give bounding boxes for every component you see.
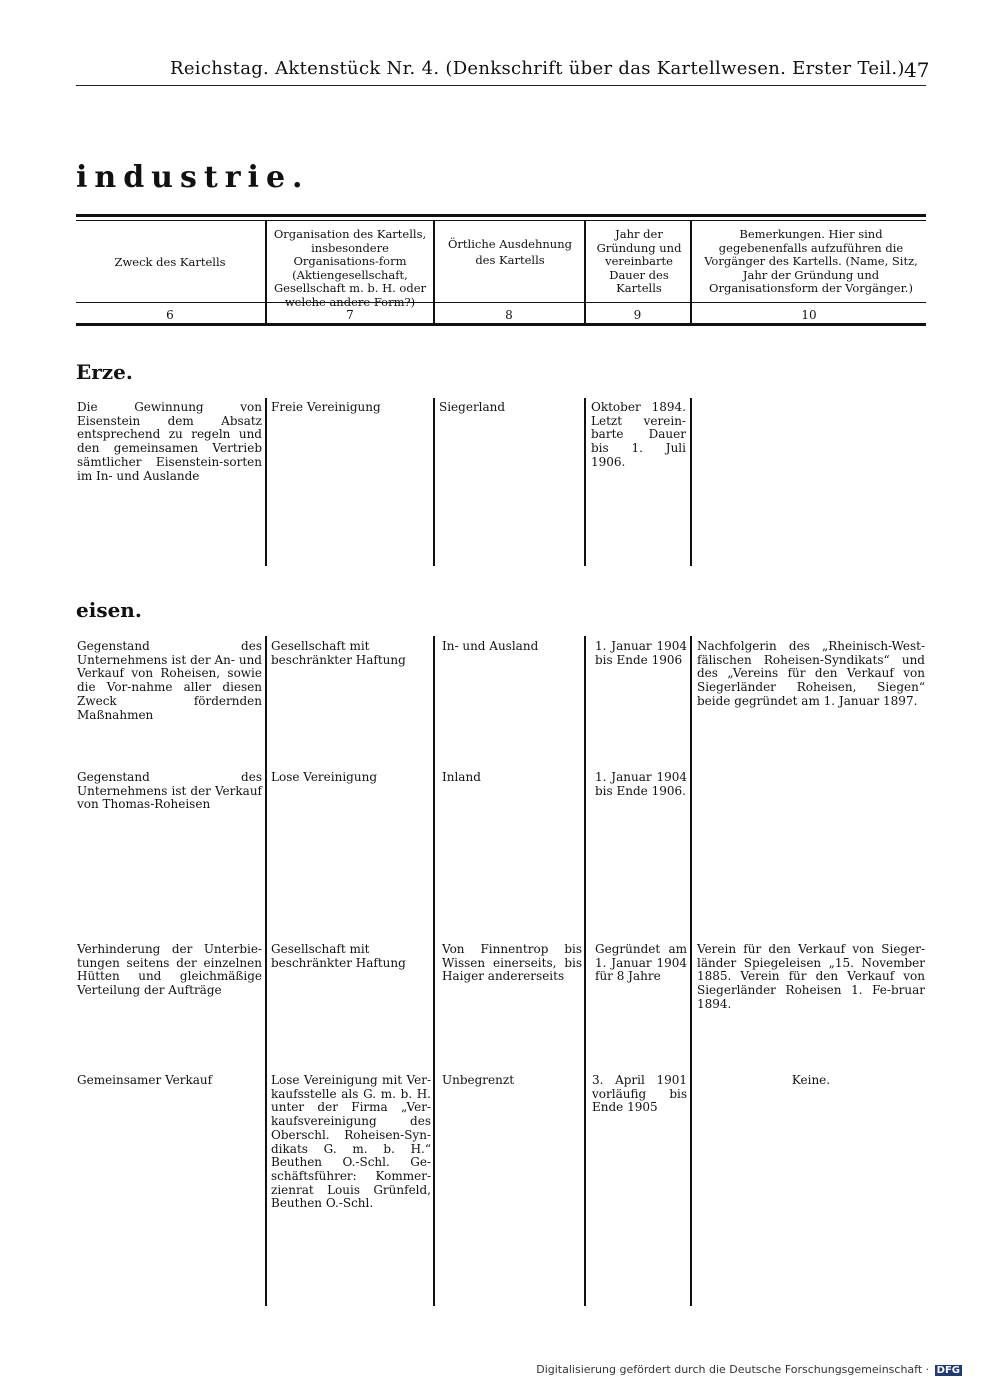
- col-sep-erze-2: [433, 398, 435, 566]
- colhead-ausdehnung: Örtliche Ausdehnung des Kartells: [448, 237, 572, 267]
- eisen-row4-organisation: Lose Vereinigung mit Ver-kaufsstelle als G. m. b. H. unter der Firma „Ver-kaufsvereinigung des Oberschl. Roheisen-Syn-dikats G. m. b. H.“ Beuthen O.-Schl. Ge-schäftsführer: Kommer-zienrat Louis Grünfeld, Beuthen O.-Schl.: [271, 1073, 431, 1211]
- col-sep-header-1: [265, 220, 267, 324]
- col-sep-erze-1: [265, 398, 267, 566]
- colnum-8: 8: [505, 308, 513, 322]
- eisen-row1-organisation: Gesellschaft mit beschränkter Haftung: [271, 639, 406, 667]
- colnum-6: 6: [166, 308, 174, 322]
- col-sep-erze-4: [690, 398, 692, 566]
- page-number: 47: [904, 58, 930, 82]
- table-top-rule-thin: [76, 220, 926, 221]
- col-sep-header-3: [584, 220, 586, 324]
- colhead-bemerkungen: Bemerkungen. Hier sind gegebenenfalls aufzuführen die Vorgänger des Kartells. (Name, Sitz, Jahr der Gründung und Organisationsform der Vorgänger.): [704, 227, 918, 295]
- colhead-jahr: Jahr der Gründung und vereinbarte Dauer des Kartells: [596, 227, 682, 295]
- colnum-7: 7: [346, 308, 354, 322]
- eisen-row2-zweck: Gegenstand des Unternehmens ist der Verkauf von Thomas-Roheisen: [77, 770, 262, 812]
- eisen-row1-zweck: Gegenstand des Unternehmens ist der An- und Verkauf von Roheisen, sowie die Vor-nahme aller diesen Zweck fördernden Maßnahmen: [77, 639, 262, 722]
- header-bottom-rule: [76, 323, 926, 326]
- col-sep-eisen-3: [584, 636, 586, 1306]
- col-sep-header-4: [690, 220, 692, 324]
- eisen-row2-organisation: Lose Vereinigung: [271, 770, 377, 784]
- header-rule: [76, 85, 926, 86]
- eisen-row4-ausdehnung: Unbegrenzt: [442, 1073, 515, 1087]
- eisen-row3-ausdehnung: Von Finnentrop bis Wissen einerseits, bis Haiger andererseits: [442, 942, 582, 984]
- table-top-rule: [76, 214, 926, 217]
- footer-credit-text: Digitalisierung gefördert durch die Deutsche Forschungsgemeinschaft ·: [536, 1363, 930, 1376]
- group-heading-erze: Erze.: [76, 360, 133, 384]
- erze-row1-zweck: Die Gewinnung von Eisenstein dem Absatz entsprechend zu regeln und den gemeinsamen Vertrieb sämtlicher Eisenstein-sorten im In- und Auslande: [77, 400, 262, 483]
- eisen-row1-bemerkungen: Nachfolgerin des „Rheinisch-West-fälischen Roheisen-Syndikats“ und des „Vereins für den Verkauf von Siegerländer Roheisen, Siegen“ beide gegründet am 1. Januar 1897.: [697, 639, 925, 708]
- section-title: industrie.: [76, 160, 310, 195]
- colnum-9: 9: [633, 308, 642, 322]
- header-number-rule: [76, 302, 926, 303]
- eisen-row1-jahr: 1. Januar 1904 bis Ende 1906: [595, 639, 687, 667]
- group-heading-eisen: eisen.: [76, 598, 142, 622]
- eisen-row3-zweck: Verhinderung der Unterbie-tungen seitens der einzelnen Hütten und gleichmäßige Verteilung der Aufträge: [77, 942, 262, 998]
- eisen-row4-bemerkungen: Keine.: [791, 1073, 831, 1087]
- eisen-row4-zweck: Gemeinsamer Verkauf: [77, 1073, 213, 1087]
- erze-row1-ausdehnung: Siegerland: [439, 400, 506, 414]
- footer-credit: [536, 1363, 962, 1376]
- col-sep-eisen-1: [265, 636, 267, 1306]
- eisen-row1-ausdehnung: In- und Ausland: [442, 639, 539, 653]
- colhead-zweck: Zweck des Kartells: [114, 255, 226, 269]
- eisen-row3-jahr: Gegründet am 1. Januar 1904 für 8 Jahre: [595, 942, 687, 984]
- erze-row1-organisation: Freie Vereinigung: [271, 400, 381, 414]
- colhead-organisation: Organisation des Kartells, insbesondere Organisations-form (Aktiengesellschaft, Gesellschaft m. b. H. oder welche andere Form?): [273, 227, 427, 309]
- eisen-row3-organisation: Gesellschaft mit beschränkter Haftung: [271, 942, 406, 970]
- col-sep-header-2: [433, 220, 435, 324]
- eisen-row2-ausdehnung: Inland: [442, 770, 481, 784]
- eisen-row4-jahr: 3. April 1901 vorläufig bis Ende 1905: [592, 1073, 687, 1115]
- erze-row1-jahr: Oktober 1894. Letzt verein-barte Dauer bis 1. Juli 1906.: [591, 400, 686, 469]
- col-sep-erze-3: [584, 398, 586, 566]
- dfg-logo: DFG: [936, 1365, 960, 1376]
- eisen-row3-bemerkungen: Verein für den Verkauf von Sieger-länder Spiegeleisen „15. November 1885. Verein für den Verkauf von Siegerländer Roheisen 1. Fe-bruar 1894.: [697, 942, 925, 1011]
- col-sep-eisen-4: [690, 636, 692, 1306]
- running-header: Reichstag. Aktenstück Nr. 4. (Denkschrift über das Kartellwesen. Erster Teil.): [170, 58, 905, 79]
- col-sep-eisen-2: [433, 636, 435, 1306]
- colnum-10: 10: [801, 308, 817, 322]
- eisen-row2-jahr: 1. Januar 1904 bis Ende 1906.: [595, 770, 687, 798]
